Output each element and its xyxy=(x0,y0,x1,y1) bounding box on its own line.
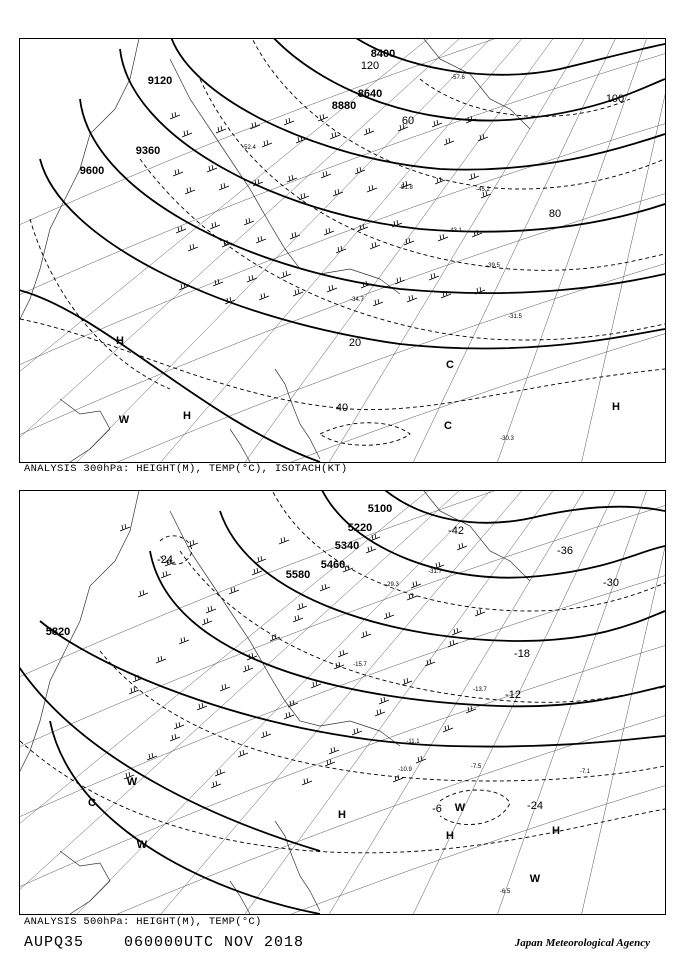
wind-barb xyxy=(457,543,467,550)
isotach-label: 120 xyxy=(360,60,380,72)
wind-barb xyxy=(173,169,183,176)
wind-barb xyxy=(293,615,303,622)
wind-barb xyxy=(364,128,374,135)
isotherm-label: -6 xyxy=(432,803,442,815)
wind-barb xyxy=(252,568,262,575)
isotherm-contour xyxy=(270,491,665,611)
wind-barb xyxy=(320,584,330,591)
pressure-center-symbol: W xyxy=(136,839,148,851)
height-label: 8880 xyxy=(331,100,357,112)
isotherm-label: -24 xyxy=(527,800,543,812)
isotherm-label: -18 xyxy=(514,648,530,660)
pressure-center-symbol: H xyxy=(338,809,346,821)
isotach-contour xyxy=(320,423,410,446)
station-value: -10.9 xyxy=(398,767,412,773)
height-contour xyxy=(50,721,320,914)
height-contour xyxy=(40,159,665,349)
wind-barb xyxy=(297,603,307,610)
wind-barb xyxy=(402,678,412,685)
wind-barb xyxy=(170,112,180,119)
isotach-label: 60 xyxy=(401,115,415,127)
wind-barb xyxy=(179,637,189,644)
station-value: -31.5 xyxy=(508,314,522,320)
height-label: 5460 xyxy=(320,559,346,571)
pressure-center-symbol: H xyxy=(446,830,454,842)
pressure-center-symbol: H xyxy=(116,335,124,347)
map-500hpa xyxy=(20,491,665,914)
height-contour xyxy=(120,49,665,232)
wind-barb xyxy=(238,750,248,757)
wind-barb xyxy=(244,218,254,225)
wind-barb xyxy=(407,295,417,302)
wind-barb xyxy=(256,556,266,563)
wind-barb xyxy=(469,173,479,180)
coastline xyxy=(275,821,320,911)
coastline xyxy=(20,39,140,329)
isotach-label: 20 xyxy=(348,337,362,349)
station-value: -34.7 xyxy=(350,297,364,303)
grid-meridian-line xyxy=(580,491,665,914)
wind-barb xyxy=(170,734,180,741)
grid-meridian-line xyxy=(20,491,440,914)
wind-barb xyxy=(358,224,368,231)
wind-barb xyxy=(161,571,171,578)
wind-barb xyxy=(444,138,454,145)
wind-barb xyxy=(393,775,403,782)
panel-caption-300hpa: ANALYSIS 300hPa: HEIGHT(M), TEMP(°C), ISOTACH(KT) xyxy=(24,463,348,475)
wind-barb xyxy=(443,725,453,732)
wind-barb xyxy=(243,665,253,672)
isotherm-label: -42 xyxy=(448,525,464,537)
wind-barb xyxy=(215,769,225,776)
coastline xyxy=(230,881,250,914)
wind-barb xyxy=(287,175,297,182)
grid-latitude-line xyxy=(20,571,665,821)
wind-barb xyxy=(188,540,198,547)
wind-barb xyxy=(435,177,445,184)
wind-barb xyxy=(120,524,130,531)
wind-barb xyxy=(329,747,339,754)
coastline xyxy=(170,511,400,746)
wind-barb xyxy=(206,606,216,613)
station-value: -7.1 xyxy=(579,769,591,775)
chart-datetime: 060000UTC NOV 2018 xyxy=(124,934,305,951)
wind-barb xyxy=(299,193,309,200)
wind-barb xyxy=(338,650,348,657)
wind-barb xyxy=(261,731,271,738)
wind-barb xyxy=(384,612,394,619)
wind-barb xyxy=(352,728,362,735)
coastline xyxy=(60,399,110,462)
wind-barb xyxy=(475,609,485,616)
pressure-center-symbol: H xyxy=(552,825,560,837)
wind-barb xyxy=(279,537,289,544)
height-label: 8640 xyxy=(357,88,383,100)
height-label: 5220 xyxy=(347,522,373,534)
pressure-center-symbol: C xyxy=(444,420,452,432)
pressure-center-symbol: W xyxy=(529,873,541,885)
isotherm-contour xyxy=(20,741,665,853)
coastline xyxy=(20,491,140,781)
height-label: 5820 xyxy=(45,626,71,638)
grid-meridian-line xyxy=(155,491,530,914)
wind-barb xyxy=(216,126,226,133)
chart-code-and-time xyxy=(24,934,304,951)
wind-barb xyxy=(259,293,269,300)
wind-barb xyxy=(229,587,239,594)
grid-latitude-line xyxy=(20,119,665,369)
isotach-contour xyxy=(420,79,630,116)
wind-barb xyxy=(284,118,294,125)
wind-barb xyxy=(147,753,157,760)
wind-barb xyxy=(138,590,148,597)
wind-barb xyxy=(179,283,189,290)
isotherm-label: -30 xyxy=(603,577,619,589)
wind-barb xyxy=(407,593,417,600)
height-label: 9360 xyxy=(135,145,161,157)
grid-latitude-line xyxy=(20,491,665,681)
wind-barb xyxy=(262,140,272,147)
station-value: -51.8 xyxy=(399,185,413,191)
station-value: -29.3 xyxy=(385,582,399,588)
station-value: -11.1 xyxy=(406,739,420,745)
wind-barb xyxy=(156,656,166,663)
height-contour xyxy=(270,39,665,121)
wind-barb xyxy=(321,171,331,178)
chart-code: AUPQ35 xyxy=(24,934,85,951)
height-label: 5100 xyxy=(367,503,393,515)
grid-latitude-line xyxy=(20,641,665,891)
wind-barb xyxy=(370,242,380,249)
station-value: -30.3 xyxy=(500,436,514,442)
grid-meridian-line xyxy=(240,39,560,462)
wind-barb xyxy=(256,236,266,243)
wind-barb xyxy=(325,759,335,766)
wind-barb xyxy=(293,289,303,296)
wind-barb xyxy=(432,120,442,127)
wind-barb xyxy=(211,781,221,788)
grid-meridian-line xyxy=(325,39,590,462)
map-300hpa xyxy=(20,39,665,462)
wind-barb xyxy=(373,299,383,306)
panel-caption-500hpa: ANALYSIS 500hPa: HEIGHT(M), TEMP(°C) xyxy=(24,916,262,928)
wind-barb xyxy=(379,697,389,704)
station-value: -45.2 xyxy=(476,187,490,193)
coastline xyxy=(230,429,250,462)
wind-barb xyxy=(438,234,448,241)
wind-barb xyxy=(174,722,184,729)
height-contour xyxy=(380,491,665,523)
wind-barb xyxy=(336,246,346,253)
wind-barb xyxy=(361,631,371,638)
isotherm-label: -24 xyxy=(157,554,173,566)
grid-meridian-line xyxy=(20,39,440,462)
height-contour xyxy=(350,39,665,75)
grid-meridian-line xyxy=(240,491,560,914)
wind-barb xyxy=(247,275,257,282)
isotach-contour xyxy=(200,79,665,270)
station-value: -57.6 xyxy=(451,75,465,81)
wind-barb xyxy=(375,709,385,716)
height-contour xyxy=(20,289,320,462)
wind-barb xyxy=(355,167,365,174)
station-value: -39.5 xyxy=(486,263,500,269)
wind-barb xyxy=(185,187,195,194)
isotach-label: 40 xyxy=(335,402,349,414)
height-label: 9120 xyxy=(147,75,173,87)
wind-barb xyxy=(324,228,334,235)
wind-barb xyxy=(188,244,198,251)
wind-barb xyxy=(302,778,312,785)
coastline xyxy=(60,851,110,914)
pressure-center-symbol: C xyxy=(446,359,454,371)
height-contour xyxy=(40,621,665,747)
station-value: -43.1 xyxy=(448,228,462,234)
height-label: 9600 xyxy=(79,165,105,177)
wind-barb xyxy=(284,712,294,719)
wind-barb xyxy=(448,640,458,647)
grid-meridian-line xyxy=(20,491,470,914)
height-label: 5580 xyxy=(285,569,311,581)
station-value: -52.4 xyxy=(242,145,256,151)
wind-barb xyxy=(327,285,337,292)
station-value: -31.7 xyxy=(428,569,442,575)
isotherm-contour xyxy=(180,551,665,702)
height-contour xyxy=(80,99,665,293)
isotherm-contour xyxy=(440,790,510,825)
wind-barb xyxy=(197,703,207,710)
station-value: -15.7 xyxy=(353,662,367,668)
isotach-label: 80 xyxy=(548,208,562,220)
wind-barb xyxy=(207,165,217,172)
wind-barb xyxy=(213,279,223,286)
wind-barb xyxy=(202,618,212,625)
pressure-center-symbol: W xyxy=(454,802,466,814)
pressure-center-symbol: H xyxy=(183,410,191,422)
map-panel-500hpa xyxy=(19,490,666,915)
grid-meridian-line xyxy=(410,39,620,462)
station-value: -13.7 xyxy=(473,687,487,693)
grid-meridian-line xyxy=(495,39,650,462)
pressure-center-symbol: C xyxy=(88,797,96,809)
pressure-center-symbol: W xyxy=(126,776,138,788)
wind-barb xyxy=(466,706,476,713)
height-label: 5340 xyxy=(334,540,360,552)
map-panel-300hpa xyxy=(19,38,666,463)
wind-barb xyxy=(250,122,260,129)
wind-barb xyxy=(334,662,344,669)
grid-latitude-line xyxy=(20,781,665,914)
agency-credit: Japan Meteorological Agency xyxy=(514,937,650,949)
pressure-center-symbol: H xyxy=(612,401,620,413)
wind-barb xyxy=(219,183,229,190)
height-label: 8400 xyxy=(370,48,396,60)
wind-barb xyxy=(452,628,462,635)
wind-barb xyxy=(182,130,192,137)
pressure-center-symbol: W xyxy=(118,414,130,426)
isotherm-contour xyxy=(100,651,665,781)
wind-barb xyxy=(367,185,377,192)
grid-latitude-line xyxy=(20,329,665,462)
isotherm-label: -36 xyxy=(557,545,573,557)
isotach-label: 100 xyxy=(605,93,625,105)
wind-barb xyxy=(370,534,380,541)
isotherm-label: -12 xyxy=(505,689,521,701)
station-value: -6.5 xyxy=(499,889,511,895)
grid-meridian-line xyxy=(70,39,500,462)
wind-barb xyxy=(429,273,439,280)
wind-barb xyxy=(210,222,220,229)
wind-barb xyxy=(366,546,376,553)
wind-barb xyxy=(281,271,291,278)
wind-barb xyxy=(290,232,300,239)
wind-barb xyxy=(220,684,230,691)
station-value: -7.5 xyxy=(470,764,482,770)
wind-barb xyxy=(318,114,328,121)
wind-barb xyxy=(270,634,280,641)
